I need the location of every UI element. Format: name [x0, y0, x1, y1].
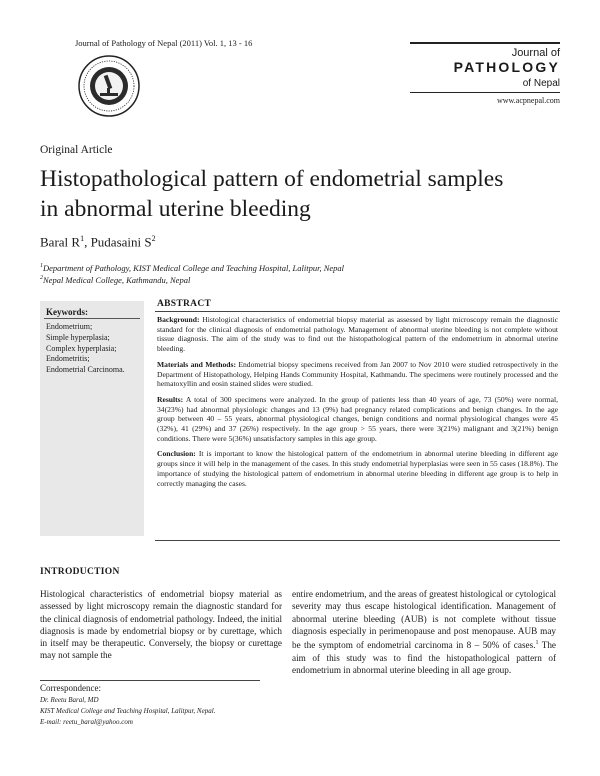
keywords-divider — [44, 318, 140, 319]
article-type: Original Article — [40, 144, 113, 156]
brand-pathology: PATHOLOGY — [453, 59, 560, 75]
keyword-item: Simple hyperplasia; — [46, 332, 110, 342]
reference-mark[interactable]: 1 — [535, 640, 539, 647]
keyword-item: Endometritis; — [46, 354, 90, 364]
affiliation-mark: 2 — [40, 275, 43, 282]
introduction-heading: INTRODUCTION — [40, 567, 120, 577]
keywords-list — [46, 322, 125, 376]
author-name: Baral R — [40, 234, 81, 250]
abstract-methods — [157, 360, 558, 389]
author-list — [40, 234, 156, 250]
correspondence-email[interactable]: E-mail: reetu_baral@yahoo.com — [40, 718, 133, 726]
keyword-item: Complex hyperplasia; — [46, 343, 117, 353]
affiliation-text: Nepal Medical College, Kathmandu, Nepal — [43, 275, 191, 285]
abstract-section-text: Endometrial biopsy specimens received from Jan 2007 to Nov 2010 were studied retrospectively in the Department of Histopathology, Helping Hands Community Hospital, Kathmandu. The specimens were routinely processed and the hematoxyllin and eosin stained slides were studied. — [157, 359, 558, 389]
keyword-item: Endometrial Carcinoma. — [46, 365, 125, 375]
abstract-section-label: Conclusion: — [157, 449, 196, 459]
author-affiliation-mark: 2 — [151, 234, 156, 243]
abstract-section-label: Results: — [157, 394, 184, 404]
introduction-text: The aim of this study was to find the histopathological pattern of endometrium in abnormal uterine bleeding in all age group. — [292, 640, 556, 675]
correspondence-heading: Correspondence: — [40, 683, 101, 693]
abstract-body — [157, 315, 558, 494]
journal-citation: Journal of Pathology of Nepal (2011) Vol. 1, 13 - 16 — [75, 38, 253, 48]
brand-of-nepal: of Nepal — [522, 78, 560, 89]
affiliation-mark: 1 — [40, 263, 43, 270]
abstract-section-text: It is important to know the histological pattern of the endometrium in abnormal uterine bleeding in different age groups since it will help in the management of the cases. In this study endometrial hyperplasias were seen in 55 cases (18.8%). The importance of studying the histological pattern of endometrium in abnormal uterine bleeding in different age group is to help in correctly managing the cases. — [157, 449, 558, 488]
correspondence-name: Dr. Reetu Baral, MD — [40, 696, 99, 704]
introduction-right-column — [292, 588, 556, 676]
keywords-heading: Keywords: — [46, 307, 88, 317]
article-title: Histopathological pattern of endometrial samples in abnormal uterine bleeding — [40, 166, 504, 222]
abstract-top-rule — [155, 311, 560, 312]
journal-seal-logo — [78, 55, 140, 117]
abstract-conclusion — [157, 449, 558, 488]
affiliation-line — [40, 275, 190, 285]
abstract-heading: ABSTRACT — [157, 299, 212, 309]
correspondence-institution: KIST Medical College and Teaching Hospital, Lalitpur, Nepal. — [40, 707, 216, 715]
abstract-section-text: A total of 300 specimens were analyzed. In the group of patients less than 40 years of age, 73 (50%) were normal, 34(23%) had abnormal physiologic changes and 13 (9%) had pregnancy related complications and benign changes. In the age group between 40 – 55 years, abnormal physiological changes, benign conditions and normal physiological changes were 45 (32%), 41 (29%) and 37 (26%) respectively. In the age group > 55 years, there were 3(21%) malignant and 3(21%) benign conditions. There were 5(36%) unsatisfactory samples in this age group. — [157, 394, 559, 443]
abstract-bottom-rule — [155, 540, 560, 541]
affiliation-line — [40, 263, 344, 273]
introduction-left-column: Histological characteristics of endometrial biopsy material as assessed by light microscopy remain the diagnostic standard for the clinical diagnosis of endometrial pathology. Indeed, the initial diagnosis is made by endometrial biopsy or by curettage, which in itself may be therapeutic. Conversely, the biopsy or curettage may not sample the — [40, 589, 282, 661]
brand-journal-of: Journal of — [511, 47, 560, 59]
author-affiliation-mark: 1 — [80, 234, 85, 243]
abstract-section-label: Background: — [157, 315, 200, 324]
author-name: Pudasaini S — [90, 234, 152, 250]
correspondence-rule — [40, 680, 260, 681]
abstract-section-label: Materials and Methods: — [157, 359, 236, 369]
brand-bottom-rule — [410, 92, 560, 93]
keyword-item: Endometrium; — [46, 322, 93, 331]
affiliation-text: Department of Pathology, KIST Medical College and Teaching Hospital, Lalitpur, Nepal — [43, 263, 345, 273]
abstract-background — [157, 315, 558, 354]
abstract-results — [157, 395, 558, 444]
author-separator: , — [84, 234, 91, 250]
abstract-section-text: Histological characteristics of endometrial biopsy material as assessed by light microscopy remain the diagnostic standard for the clinical diagnosis of endometrial pathology. Management of abnormal uterine bleeding is not complete without tissue diagnosis. The aim of the study was to find out the histopathological pattern of the endometrium in abnormal uterine bleeding. — [157, 315, 558, 354]
journal-website-link[interactable]: www.acpnepal.com — [496, 96, 560, 105]
introduction-text: entire endometrium, and the areas of greatest histological or cytological severity may thus escape histological identification. Management of abnormal uterine bleeding (AUB) is not complete without tissue diagnosis especially in perimenopause and post menopause. AUB may be the symptom of endometrial carcinoma in 8 – 50% of cases. — [292, 589, 556, 651]
brand-top-rule — [410, 42, 560, 44]
